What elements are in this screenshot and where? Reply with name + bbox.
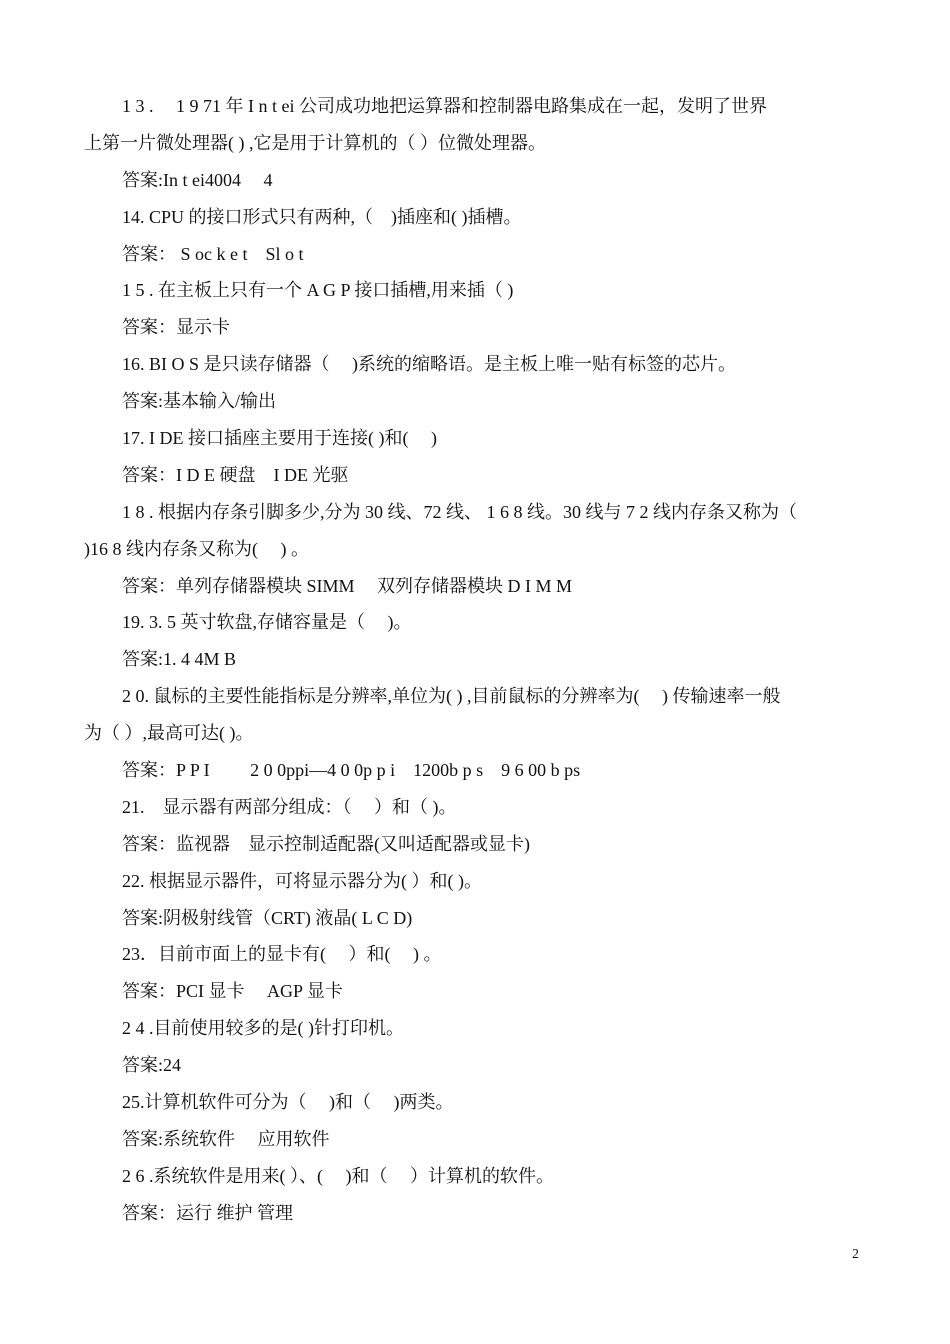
text-line: 16. BI O S 是只读存储器（ )系统的缩略语。是主板上唯一贴有标签的芯片。: [122, 354, 737, 375]
text-line: 为（ ）,最高可达( )。: [84, 723, 254, 744]
text-line: 2 0. 鼠标的主要性能指标是分辨率,单位为( ) ,目前鼠标的分辨率为( ) 传输速率一般: [122, 686, 781, 707]
text-line: 25.计算机软件可分为（ )和（ )两类。: [122, 1092, 454, 1113]
text-line: 答案：单列存储器模块 SIMM 双列存储器模块 D I M M: [122, 575, 573, 596]
text-line: 14. CPU 的接口形式只有两种,（ )插座和( )插槽。: [122, 206, 522, 227]
text-line: 答案：监视器 显示控制适配器(又叫适配器或显卡): [122, 833, 530, 854]
text-line: 答案：PCI 显卡 AGP 显卡: [122, 981, 343, 1002]
text-line: 答案：P P I 2 0 0ppi—4 0 0p p i 1200b p s 9 6 00 b ps: [122, 760, 581, 781]
text-line: 1 3 . 1 9 71 年 I n t ei 公司成功地把运算器和控制器电路集成在一起，发明了世界: [122, 96, 767, 116]
text-line: 答案:1. 4 4M B: [122, 649, 237, 670]
text-line: 2 4 .目前使用较多的是( )针打印机。: [122, 1018, 404, 1039]
document-body: [84, 88, 866, 1232]
text-line: 答案:基本输入/输出: [122, 391, 277, 412]
text-line: 23．目前市面上的显卡有( ）和( ) 。: [122, 944, 442, 965]
text-line: 1 8 . 根据内存条引脚多少,分为 30 线、72 线、 1 6 8 线。30 线与 7 2 线内存条又称为（: [122, 501, 797, 522]
text-line: 答案：显示卡: [122, 317, 230, 338]
page-number: 2: [852, 1247, 859, 1262]
text-line: 22. 根据显示器件，可将显示器分为( ）和( )。: [122, 870, 482, 891]
text-line: 2 6 .系统软件是用来( ）、( )和（ ）计算机的软件。: [122, 1165, 554, 1186]
text-line: 答案:In t ei4004 4: [122, 169, 273, 190]
text-line: )16 8 线内存条又称为( ) 。: [84, 538, 309, 559]
text-line: 答案:阴极射线管（CRT) 液晶( L C D): [122, 907, 413, 928]
text-line: 17. I DE 接口插座主要用于连接( )和( ): [122, 428, 437, 449]
text-line: 答案：运行 维护 管理: [122, 1202, 293, 1223]
text-line: 答案： S oc k e t Sl o t: [122, 243, 304, 264]
text-line: 答案:系统软件 应用软件: [122, 1128, 330, 1149]
text-line: 答案:24: [122, 1055, 182, 1076]
text-line: 上第一片微处理器( ) ,它是用于计算机的（ ）位微处理器。: [84, 132, 546, 153]
text-line: 1 5 . 在主板上只有一个 A G P 接口插槽,用来插（ ): [122, 280, 514, 301]
text-line: 21. 显示器有两部分组成：（ ）和（ )。: [122, 796, 457, 817]
text-line: 答案：I D E 硬盘 I DE 光驱: [122, 464, 349, 485]
text-line: 19. 3. 5 英寸软盘,存储容量是（ )。: [122, 612, 412, 633]
